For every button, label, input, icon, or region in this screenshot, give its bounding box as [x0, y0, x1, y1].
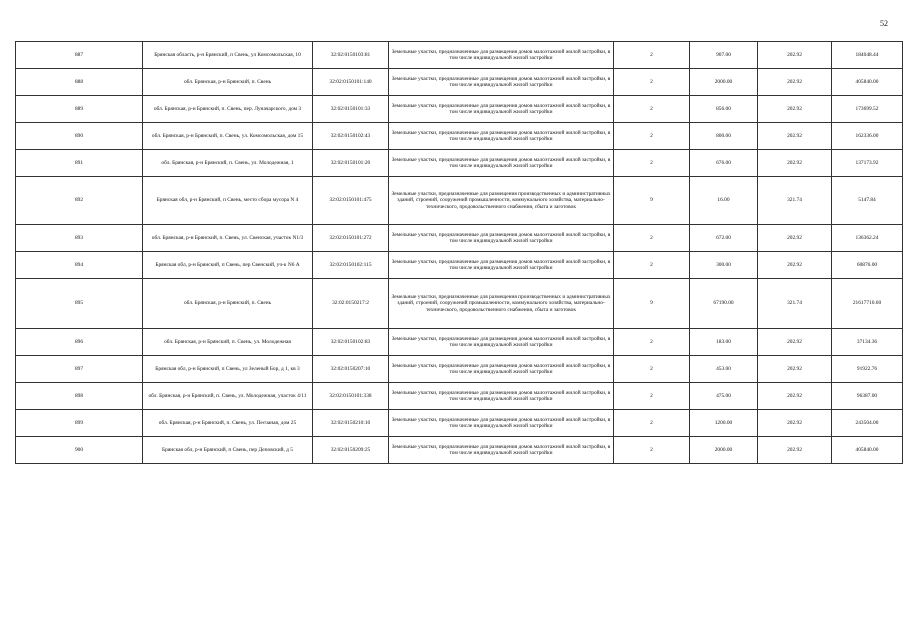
- table-row: [16, 123, 903, 150]
- cadastral-number-cell: 32:02:0150210:10: [313, 410, 389, 437]
- land-purpose-cell: Земельные участки, предназначенные для размещения домов малоэтажной жилой застройки, в том числе индивидуальной жилой застройки: [389, 69, 614, 96]
- table-row: [16, 150, 903, 177]
- land-purpose-cell: Земельные участки, предназначенные для размещения домов малоэтажной жилой застройки, в том числе индивидуальной жилой застройки: [389, 42, 614, 69]
- table-row: [16, 96, 903, 123]
- cadastral-rate-cell: 321.74: [758, 177, 832, 225]
- land-purpose-cell: Земельные участки, предназначенные для размещения домов малоэтажной жилой застройки, в том числе индивидуальной жилой застройки: [389, 150, 614, 177]
- land-purpose-cell: Земельные участки, предназначенные для размещения производственных и административных зданий, строений, сооружений промышленности, коммунального хозяйства, материально-технического, продовольственного снабжения, сбыта и заготовок: [389, 177, 614, 225]
- cadastral-rate-cell: 202.92: [758, 437, 832, 464]
- cadastral-number-cell: 32:02:0150102:115: [313, 252, 389, 279]
- table-row: [16, 410, 903, 437]
- purpose-group-cell: 2: [614, 42, 690, 69]
- row-number-cell: 888: [16, 69, 143, 96]
- area-cell: 475.00: [690, 383, 758, 410]
- area-cell: 1200.00: [690, 410, 758, 437]
- land-purpose-cell: Земельные участки, предназначенные для размещения домов малоэтажной жилой застройки, в том числе индивидуальной жилой застройки: [389, 225, 614, 252]
- land-purpose-cell: Земельные участки, предназначенные для размещения домов малоэтажной жилой застройки, в том числе индивидуальной жилой застройки: [389, 252, 614, 279]
- cadastral-value-cell: 96387.00: [832, 383, 903, 410]
- cadastral-rate-cell: 202.92: [758, 329, 832, 356]
- purpose-group-cell: 2: [614, 252, 690, 279]
- row-number-cell: 896: [16, 329, 143, 356]
- land-purpose-cell: Земельные участки, предназначенные для размещения домов малоэтажной жилой застройки, в том числе индивидуальной жилой застройки: [389, 410, 614, 437]
- land-registry-table: [15, 41, 903, 464]
- area-cell: 907.00: [690, 42, 758, 69]
- address-cell: обл. Брянская, р-н Брянский, п. Свень, ул. Молодежная: [143, 329, 313, 356]
- cadastral-rate-cell: 202.92: [758, 225, 832, 252]
- purpose-group-cell: 2: [614, 123, 690, 150]
- row-number-cell: 899: [16, 410, 143, 437]
- row-number-cell: 900: [16, 437, 143, 464]
- table-row: [16, 69, 903, 96]
- address-cell: обл. Брянская, р-н Брянский, п. Свень, ул. Комсомольская, дом 15: [143, 123, 313, 150]
- cadastral-value-cell: 405840.00: [832, 69, 903, 96]
- land-purpose-cell: Земельные участки, предназначенные для размещения домов малоэтажной жилой застройки, в том числе индивидуальной жилой застройки: [389, 437, 614, 464]
- address-cell: обл. Брянская, р-н Брянский, п. Свень, пер. Луначарского, дом 3: [143, 96, 313, 123]
- table-row: [16, 356, 903, 383]
- address-cell: обл. Брянская, р-н Брянский, п. Свень: [143, 69, 313, 96]
- cadastral-rate-cell: 202.92: [758, 410, 832, 437]
- cadastral-number-cell: 32:02:0150103:81: [313, 42, 389, 69]
- cadastral-rate-cell: 202.92: [758, 356, 832, 383]
- area-cell: 676.00: [690, 150, 758, 177]
- cadastral-number-cell: 32:02:0150102:43: [313, 123, 389, 150]
- purpose-group-cell: 2: [614, 383, 690, 410]
- cadastral-rate-cell: 202.92: [758, 252, 832, 279]
- cadastral-rate-cell: 202.92: [758, 150, 832, 177]
- address-cell: обл. Брянская, р-н Брянский, п. Свень, ул. Молодежная, 1: [143, 150, 313, 177]
- table-row: [16, 329, 903, 356]
- land-purpose-cell: Земельные участки, предназначенные для размещения производственных и административных зданий, строений, сооружений промышленности, коммунального хозяйства, материально-технического, продовольственного снабжения, сбыта и заготовок: [389, 279, 614, 329]
- address-cell: Брянская обл, р-н Брянский, п Свень, ул Зеленый Бор, д 1, кв 3: [143, 356, 313, 383]
- area-cell: 2000.00: [690, 69, 758, 96]
- row-number-cell: 891: [16, 150, 143, 177]
- area-cell: 300.00: [690, 252, 758, 279]
- row-number-cell: 895: [16, 279, 143, 329]
- land-purpose-cell: Земельные участки, предназначенные для размещения домов малоэтажной жилой застройки, в том числе индивидуальной жилой застройки: [389, 96, 614, 123]
- land-purpose-cell: Земельные участки, предназначенные для размещения домов малоэтажной жилой застройки, в том числе индивидуальной жилой застройки: [389, 329, 614, 356]
- cadastral-value-cell: 137173.92: [832, 150, 903, 177]
- land-purpose-cell: Земельные участки, предназначенные для размещения домов малоэтажной жилой застройки, в том числе индивидуальной жилой застройки: [389, 123, 614, 150]
- row-number-cell: 889: [16, 96, 143, 123]
- page-number: 52: [880, 19, 888, 28]
- table-body: [16, 42, 903, 464]
- cadastral-value-cell: 136362.24: [832, 225, 903, 252]
- purpose-group-cell: 2: [614, 96, 690, 123]
- cadastral-value-cell: 243504.00: [832, 410, 903, 437]
- cadastral-value-cell: 5147.84: [832, 177, 903, 225]
- land-purpose-cell: Земельные участки, предназначенные для размещения домов малоэтажной жилой застройки, в том числе индивидуальной жилой застройки: [389, 383, 614, 410]
- purpose-group-cell: 9: [614, 279, 690, 329]
- row-number-cell: 893: [16, 225, 143, 252]
- cadastral-number-cell: 32:02:0150101:272: [313, 225, 389, 252]
- row-number-cell: 887: [16, 42, 143, 69]
- row-number-cell: 892: [16, 177, 143, 225]
- cadastral-number-cell: 32:02:0150207:10: [313, 356, 389, 383]
- cadastral-rate-cell: 202.92: [758, 123, 832, 150]
- table-row: [16, 252, 903, 279]
- table-row: [16, 383, 903, 410]
- cadastral-rate-cell: 202.92: [758, 383, 832, 410]
- address-cell: обл. Брянская, р-н Брянский, п. Свень: [143, 279, 313, 329]
- cadastral-value-cell: 91922.76: [832, 356, 903, 383]
- purpose-group-cell: 2: [614, 225, 690, 252]
- row-number-cell: 890: [16, 123, 143, 150]
- area-cell: 453.00: [690, 356, 758, 383]
- cadastral-value-cell: 60876.00: [832, 252, 903, 279]
- row-number-cell: 897: [16, 356, 143, 383]
- purpose-group-cell: 2: [614, 329, 690, 356]
- row-number-cell: 894: [16, 252, 143, 279]
- purpose-group-cell: 2: [614, 69, 690, 96]
- cadastral-value-cell: 21617710.60: [832, 279, 903, 329]
- cadastral-value-cell: 37134.36: [832, 329, 903, 356]
- cadastral-value-cell: 162336.00: [832, 123, 903, 150]
- purpose-group-cell: 9: [614, 177, 690, 225]
- table-row: [16, 279, 903, 329]
- address-cell: обл. Брянская, р-н Брянский, п. Свень, ул. Песчаная, дом 25: [143, 410, 313, 437]
- address-cell: Брянская обл, р-н Брянский, п Свень, пер Свенский, уч-к N6 А: [143, 252, 313, 279]
- cadastral-rate-cell: 202.92: [758, 96, 832, 123]
- area-cell: 800.00: [690, 123, 758, 150]
- address-cell: Брянская область, р-н Брянский, п Свень, ул Комсомольская, 10: [143, 42, 313, 69]
- table-row: [16, 42, 903, 69]
- row-number-cell: 898: [16, 383, 143, 410]
- table-row: [16, 177, 903, 225]
- purpose-group-cell: 2: [614, 150, 690, 177]
- address-cell: обл. Брянская, р-н Брянский, п. Свень, ул. Молодежная, участок 4/11: [143, 383, 313, 410]
- address-cell: обл. Брянская, р-н Брянский, п. Свень, ул. Свенская, участок N1/3: [143, 225, 313, 252]
- cadastral-number-cell: 32:02:0150102:83: [313, 329, 389, 356]
- cadastral-value-cell: 184048.44: [832, 42, 903, 69]
- cadastral-number-cell: 32:02:0150209:25: [313, 437, 389, 464]
- cadastral-number-cell: 32:02:0150217:2: [313, 279, 389, 329]
- address-cell: Брянская обл, р-н Брянский, п Свень, пер Деповский, д 5: [143, 437, 313, 464]
- table-row: [16, 437, 903, 464]
- purpose-group-cell: 2: [614, 356, 690, 383]
- cadastral-number-cell: 32:02:0150101:475: [313, 177, 389, 225]
- cadastral-number-cell: 32:02:0150101:33: [313, 96, 389, 123]
- cadastral-value-cell: 173699.52: [832, 96, 903, 123]
- area-cell: 183.00: [690, 329, 758, 356]
- purpose-group-cell: 2: [614, 410, 690, 437]
- cadastral-number-cell: 32:02:0150101:140: [313, 69, 389, 96]
- table-row: [16, 225, 903, 252]
- cadastral-rate-cell: 202.92: [758, 42, 832, 69]
- area-cell: 856.00: [690, 96, 758, 123]
- area-cell: 672.00: [690, 225, 758, 252]
- address-cell: Брянская обл, р-н Брянский, п Свень, место сбора мусора N 4: [143, 177, 313, 225]
- purpose-group-cell: 2: [614, 437, 690, 464]
- cadastral-rate-cell: 321.74: [758, 279, 832, 329]
- cadastral-number-cell: 32:02:0150101:20: [313, 150, 389, 177]
- cadastral-value-cell: 405840.00: [832, 437, 903, 464]
- area-cell: 67190.00: [690, 279, 758, 329]
- cadastral-number-cell: 32:02:0150101:338: [313, 383, 389, 410]
- area-cell: 2000.00: [690, 437, 758, 464]
- cadastral-rate-cell: 202.92: [758, 69, 832, 96]
- land-purpose-cell: Земельные участки, предназначенные для размещения домов малоэтажной жилой застройки, в том числе индивидуальной жилой застройки: [389, 356, 614, 383]
- area-cell: 16.00: [690, 177, 758, 225]
